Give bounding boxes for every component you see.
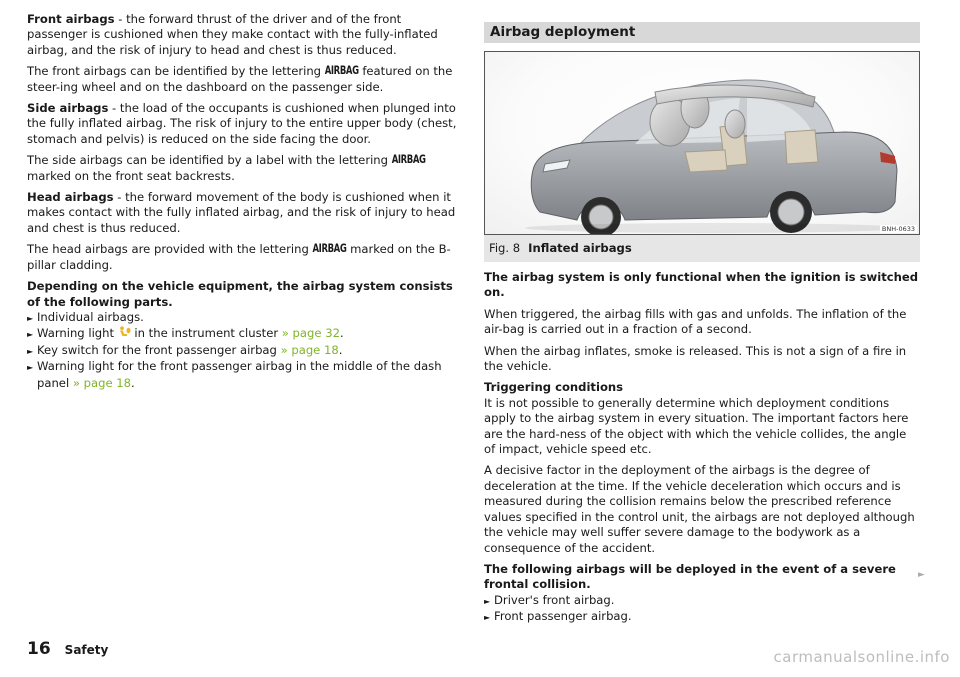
bullet-triangle-icon: ► (484, 613, 491, 623)
head-airbags-paragraph: Head airbags - the forward movement of the body is cushioned when it makes contact with the fully inflated airbag, and the risk of injury to head and chest is thus reduced. (27, 190, 456, 235)
front-airbags-identification: The front airbags can be identified by the lettering AIRBAG featured on the steer-ing wheel and on the dashboard on the passenger side. (27, 64, 453, 94)
airbag-warning-light-icon (118, 326, 131, 338)
bullet-triangle-icon: ► (27, 330, 34, 340)
bullet-triangle-icon: ► (27, 346, 34, 356)
page-18-link[interactable]: » page 18 (280, 342, 339, 357)
smoke-paragraph: When the airbag inflates, smoke is released. This is not a sign of a fire in the vehicle. (484, 343, 907, 374)
watermark-logo: carmanualsonline.info (773, 648, 950, 666)
side-airbags-paragraph: Side airbags - the load of the occupants is cushioned when plunged into the fully inflated airbag. The risk of injury to the entire upper body (chest, stomach and pelvis) is reduced on the side facing the door. (27, 101, 457, 146)
airbag-badge-icon: AIRBAG (391, 153, 426, 168)
car-airbag-illustration (485, 52, 919, 234)
list-item: ► Front passenger airbag. (484, 609, 920, 625)
list-item: ► Warning light for the front passenger airbag in the middle of the dash panel » page 18. (27, 359, 442, 390)
front-airbags-paragraph: Front airbags - the forward thrust of the driver and of the front passenger is cushioned when they make contact with the fully-inflated airbag, and the risk of injury to head and chest is thus reduced. (27, 12, 438, 57)
bullet-triangle-icon: ► (484, 596, 491, 606)
triggering-conditions: Triggering conditions It is not possible to generally determine which deployment conditions apply to the airbag system in every situation. The important factors here are the hard-ness of the object with which the vehicle collides, the angle of impact, vehicle speed etc. (484, 380, 909, 457)
airbag-badge-icon: AIRBAG (324, 64, 359, 79)
list-item: ► Key switch for the front passenger airbag » page 18. (27, 343, 461, 359)
list-item: ► Individual airbags. (27, 310, 461, 326)
continue-arrow-icon: ► (918, 570, 925, 580)
figure-code: BNH-0633 (881, 225, 915, 233)
head-airbags-identification: The head airbags are provided with the lettering AIRBAG marked on the B-pillar cladding. (27, 242, 451, 272)
right-column (484, 12, 920, 626)
inflated-airbags-figure (484, 51, 920, 235)
bullet-triangle-icon: ► (27, 363, 34, 373)
severe-collision-heading: The following airbags will be deployed in the event of a severe frontal collision. (484, 561, 896, 592)
page-footer (27, 639, 109, 659)
page-32-link[interactable]: » page 32 (281, 326, 340, 341)
page-number: 16 (27, 639, 51, 659)
airbag-badge-icon: AIRBAG (312, 242, 347, 257)
equipment-heading: Depending on the vehicle equipment, the airbag system consists of the following parts. (27, 279, 453, 309)
list-item: ► Warning light in the instrument cluster » page 32. (27, 326, 461, 342)
footer-section-title: Safety (64, 643, 109, 657)
list-item: ► Driver's front airbag. (484, 593, 920, 609)
deceleration-paragraph: A decisive factor in the deployment of the airbags is the degree of deceleration at the time. If the vehicle deceleration which occurs and is measured during the collision remains below the prescribed reference values specified in the control unit, the airbags are not deployed although the vehicle may well suffer severe damage to the bodywork as a consequence of the accident. (484, 463, 915, 555)
functional-paragraph: The airbag system is only functional when the ignition is switched on. (484, 270, 919, 300)
section-header: Airbag deployment (484, 22, 920, 43)
left-column (27, 12, 461, 391)
figure-caption: Fig. 8 Inflated airbags (484, 235, 920, 262)
bullet-triangle-icon: ► (27, 313, 34, 323)
page-18-link[interactable]: » page 18 (72, 375, 132, 390)
side-airbags-identification: The side airbags can be identified by a label with the lettering AIRBAG marked on the front seat backrests. (27, 153, 426, 183)
triggered-paragraph: When triggered, the airbag fills with gas and unfolds. The inflation of the air-bag is carried out in a fraction of a second. (484, 306, 907, 337)
